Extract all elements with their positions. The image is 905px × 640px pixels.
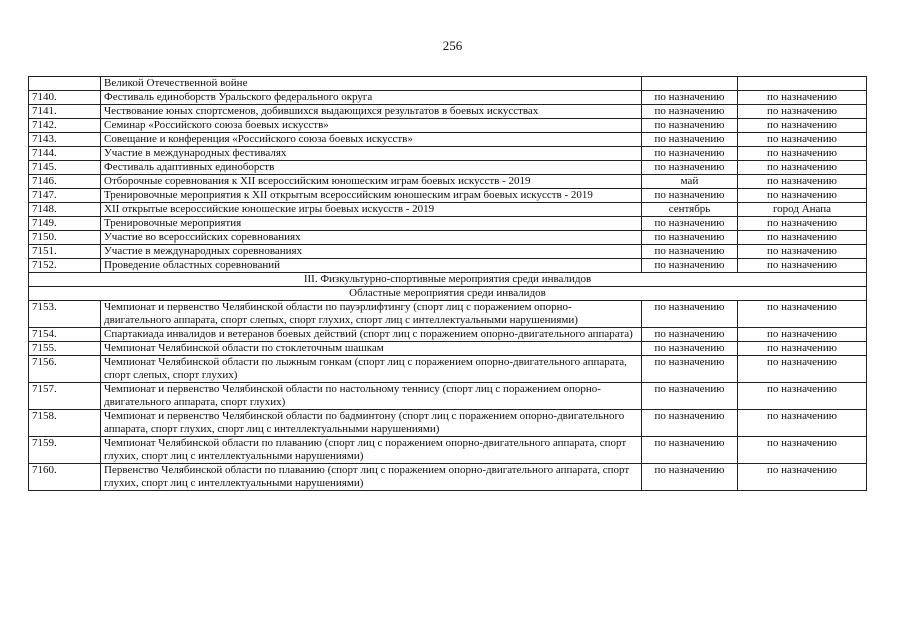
event-number: 7148. [29, 203, 101, 217]
event-number: 7149. [29, 217, 101, 231]
event-number: 7155. [29, 342, 101, 356]
table-row [29, 259, 867, 273]
event-number: 7142. [29, 119, 101, 133]
event-place: по назначению [738, 356, 867, 383]
event-date: по назначению [642, 133, 738, 147]
table-row [29, 217, 867, 231]
event-place: по назначению [738, 342, 867, 356]
table-row [29, 437, 867, 464]
table-row [29, 231, 867, 245]
table-row [29, 133, 867, 147]
event-date: по назначению [642, 342, 738, 356]
event-date: по назначению [642, 245, 738, 259]
event-date: по назначению [642, 410, 738, 437]
event-name: Тренировочные мероприятия [101, 217, 642, 231]
event-number [29, 77, 101, 91]
event-place: по назначению [738, 410, 867, 437]
event-name: Участие во всероссийских соревнованиях [101, 231, 642, 245]
event-date: по назначению [642, 119, 738, 133]
section-row [29, 287, 867, 301]
event-number: 7140. [29, 91, 101, 105]
section-title: Областные мероприятия среди инвалидов [29, 287, 867, 301]
event-number: 7158. [29, 410, 101, 437]
event-date: май [642, 175, 738, 189]
event-number: 7153. [29, 301, 101, 328]
event-name: Чемпионат и первенство Челябинской области по бадминтону (спорт лиц с поражением опорно-двигательного аппарата, спорт глухих, спорт лиц с интеллектуальными нарушениями) [101, 410, 642, 437]
event-number: 7152. [29, 259, 101, 273]
event-date: по назначению [642, 301, 738, 328]
event-name: Чествование юных спортсменов, добившихся выдающихся результатов в боевых искусствах [101, 105, 642, 119]
event-date: сентябрь [642, 203, 738, 217]
event-name: Первенство Челябинской области по плаванию (спорт лиц с поражением опорно-двигательного аппарата, спорт глухих, спорт лиц с интеллектуальными нарушениями) [101, 464, 642, 491]
event-name: Фестиваль адаптивных единоборств [101, 161, 642, 175]
table-row [29, 342, 867, 356]
event-place: по назначению [738, 119, 867, 133]
event-number: 7144. [29, 147, 101, 161]
event-place: по назначению [738, 328, 867, 342]
event-number: 7154. [29, 328, 101, 342]
event-number: 7159. [29, 437, 101, 464]
table-row [29, 328, 867, 342]
table-row [29, 161, 867, 175]
event-date [642, 77, 738, 91]
event-place: по назначению [738, 464, 867, 491]
events-table [28, 76, 867, 491]
event-place: по назначению [738, 175, 867, 189]
event-name: Спартакиада инвалидов и ветеранов боевых действий (спорт лиц с поражением опорно-двигательного аппарата) [101, 328, 642, 342]
event-date: по назначению [642, 189, 738, 203]
event-place: по назначению [738, 437, 867, 464]
event-name: Тренировочные мероприятия к XII открытым всероссийским юношеским играм боевых искусств - 2019 [101, 189, 642, 203]
event-number: 7143. [29, 133, 101, 147]
event-place: по назначению [738, 231, 867, 245]
events-table-body [29, 77, 867, 491]
event-number: 7141. [29, 105, 101, 119]
event-date: по назначению [642, 383, 738, 410]
event-date: по назначению [642, 91, 738, 105]
event-date: по назначению [642, 105, 738, 119]
event-name: Семинар «Российского союза боевых искусств» [101, 119, 642, 133]
event-place: по назначению [738, 133, 867, 147]
event-name: Чемпионат Челябинской области по стоклеточным шашкам [101, 342, 642, 356]
event-date: по назначению [642, 328, 738, 342]
table-row [29, 77, 867, 91]
event-number: 7157. [29, 383, 101, 410]
event-date: по назначению [642, 161, 738, 175]
event-place: город Анапа [738, 203, 867, 217]
event-place: по назначению [738, 259, 867, 273]
event-number: 7146. [29, 175, 101, 189]
event-name: Проведение областных соревнований [101, 259, 642, 273]
event-name: Великой Отечественной войне [101, 77, 642, 91]
table-row [29, 91, 867, 105]
event-name: Чемпионат Челябинской области по лыжным гонкам (спорт лиц с поражением опорно-двигательного аппарата, спорт слепых, спорт глухих) [101, 356, 642, 383]
event-name: Совещание и конференция «Российского союза боевых искусств» [101, 133, 642, 147]
table-row [29, 175, 867, 189]
table-row [29, 147, 867, 161]
section-row [29, 273, 867, 287]
event-place: по назначению [738, 147, 867, 161]
table-row [29, 245, 867, 259]
event-place: по назначению [738, 189, 867, 203]
event-number: 7156. [29, 356, 101, 383]
table-row [29, 203, 867, 217]
event-number: 7160. [29, 464, 101, 491]
event-name: Участие в международных соревнованиях [101, 245, 642, 259]
event-date: по назначению [642, 437, 738, 464]
event-place: по назначению [738, 301, 867, 328]
event-place: по назначению [738, 245, 867, 259]
table-row [29, 189, 867, 203]
event-number: 7145. [29, 161, 101, 175]
event-name: Участие в международных фестивалях [101, 147, 642, 161]
table-row [29, 105, 867, 119]
event-name: XII открытые всероссийские юношеские игры боевых искусств - 2019 [101, 203, 642, 217]
event-date: по назначению [642, 231, 738, 245]
event-name: Фестиваль единоборств Уральского федерального округа [101, 91, 642, 105]
table-row [29, 119, 867, 133]
table-row [29, 383, 867, 410]
event-place [738, 77, 867, 91]
event-name: Отборочные соревнования к XII всероссийским юношеским играм боевых искусств - 2019 [101, 175, 642, 189]
table-row [29, 301, 867, 328]
page-number: 256 [442, 38, 463, 53]
event-number: 7150. [29, 231, 101, 245]
table-row [29, 356, 867, 383]
section-title: III. Физкультурно-спортивные мероприятия среди инвалидов [29, 273, 867, 287]
event-date: по назначению [642, 217, 738, 231]
event-place: по назначению [738, 161, 867, 175]
event-place: по назначению [738, 383, 867, 410]
event-place: по назначению [738, 217, 867, 231]
table-row [29, 410, 867, 437]
event-number: 7147. [29, 189, 101, 203]
event-place: по назначению [738, 91, 867, 105]
event-name: Чемпионат Челябинской области по плаванию (спорт лиц с поражением опорно-двигательного аппарата, спорт глухих, спорт лиц с интеллектуальными нарушениями) [101, 437, 642, 464]
event-date: по назначению [642, 356, 738, 383]
event-date: по назначению [642, 147, 738, 161]
table-row [29, 464, 867, 491]
event-date: по назначению [642, 464, 738, 491]
event-number: 7151. [29, 245, 101, 259]
event-place: по назначению [738, 105, 867, 119]
event-date: по назначению [642, 259, 738, 273]
event-name: Чемпионат и первенство Челябинской области по настольному теннису (спорт лиц с поражением опорно-двигательного аппарата, спорт глухих) [101, 383, 642, 410]
event-name: Чемпионат и первенство Челябинской области по пауэрлифтингу (спорт лиц с поражением опорно-двигательного аппарата, спорт слепых, спорт глухих, спорт лиц с интеллектуальными нарушениями) [101, 301, 642, 328]
